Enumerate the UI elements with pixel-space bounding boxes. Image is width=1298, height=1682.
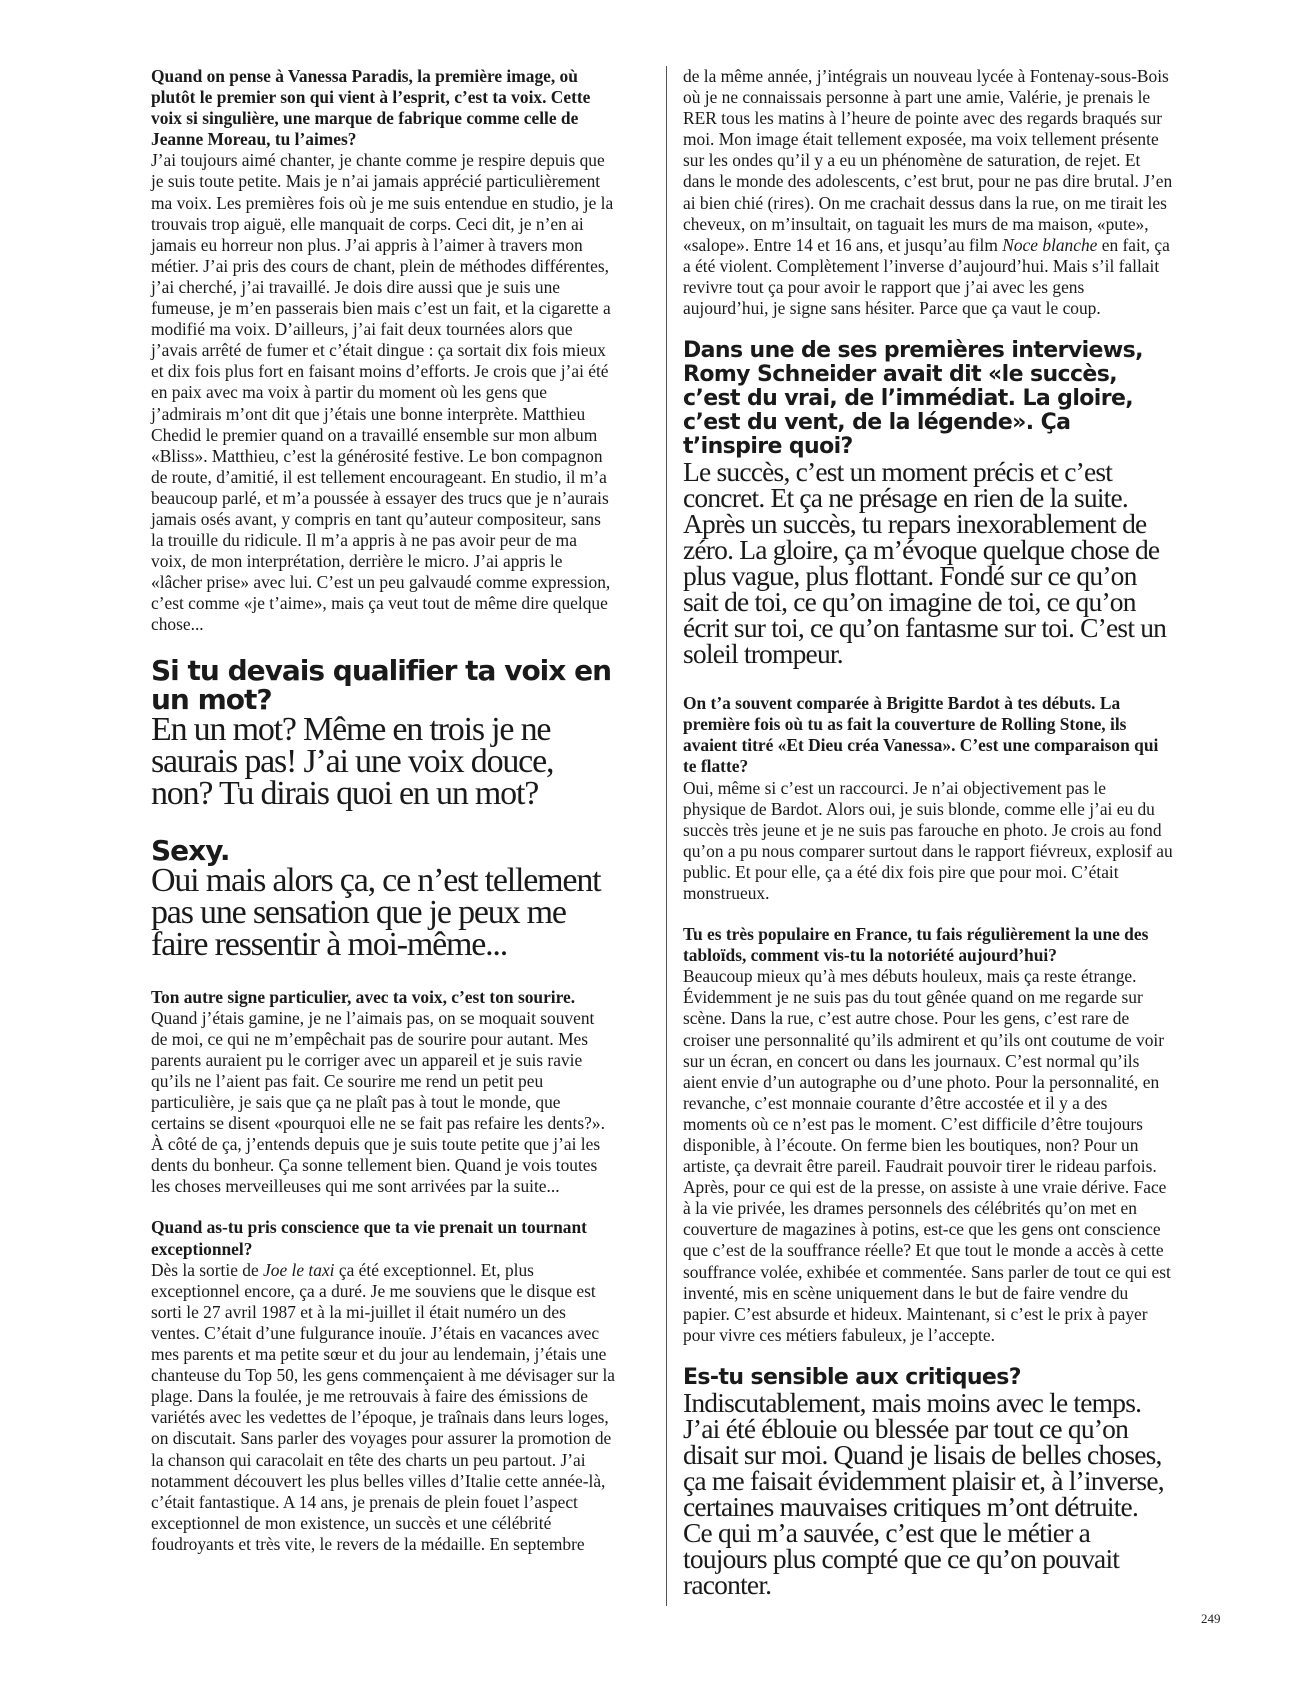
highlight-answer: Le succès, c’est un moment précis et c’est concret. Et ça ne présage en rien de la suite. Après un succès, tu repars inexorablement de zéro. La gloire, ça m’évoque quelque chose de plus vague, plus flottant. Fondé sur ce qu’on sait de toi, ce qu’on imagine de toi, ce qu’on écrit sur toi, ce qu’on fantasme sur toi. C’est un soleil trompeur. — [683, 456, 1167, 670]
question: Tu es très populaire en France, tu fais régulièrement la une des tabloïds, comment vis-tu la notoriété aujourd’hui? — [683, 924, 1149, 966]
continuation — [683, 66, 1173, 319]
answer: J’ai toujours aimé chanter, je chante comme je respire depuis que je suis toute petite. Mais je n’ai jamais apprécié particulièrement ma voix. Les premières fois où je me suis entendue en studio, je la trouvais trop aiguë, elle manquait de corps. Ceci dit, je n’en ai jamais eu horreur non plus. J’ai appris à l’aimer à travers mon métier. J’ai pris des cours de chant, plein de méthodes différentes, j’ai cherché, j’ai travaillé. Je dois dire aussi que je suis une fumeuse, je m’en passerais bien mais c’est un fait, et la cigarette a modifié ma voix. D’ailleurs, j’ai fait deux tournées alors que j’avais arrêté de fumer et c’était dingue : ça sortait dix fois mieux et dix fois plus fort en faisant moins d’efforts. Je crois que j’ai été en paix avec ma voix à partir du moment où les gens que j’admirais m’ont dit que j’étais une bonne interprète. Matthieu Chedid le premier quand on a travaillé ensemble sur mon album «Bliss». Matthieu, c’est la générosité festive. Le bon compagnon de route, d’amitié, il est tellement encourageant. En studio, il m’a beaucoup parlé, et m’a poussée à essayer des trucs que je n’aurais jamais osés avant, y compris en tant qu’auteur compositeur, sans la trouille du ridicule. Il m’a appris à ne pas avoir peur de ma voix, de mon interprétation, derrière le micro. J’ai appris le «lâcher prise» avec lui. C’est un peu galvaudé comme expression, c’est comme «je t’aime», mais ça veut tout de même dire quelque chose... — [151, 150, 614, 635]
highlight-answer: En un mot? Même en trois je ne saurais pas! J’ai une voix douce, non? Tu dirais quoi en un mot? — [151, 710, 554, 812]
answer: Oui, même si c’est un raccourci. Je n’ai objectivement pas le physique de Bardot. Alors oui, je suis blonde, comme elle j’ai eu du succès très jeune et je ne suis pas farouche en photo. Je crois au fond qu’on a pu nous comparer surtout dans le rapport fiévreux, explosif au public. Et pour elle, ça a été dix fois pire que pour moi. C’était monstrueux. — [683, 777, 1173, 903]
qa-fame — [683, 924, 1173, 1346]
highlight-romy — [683, 338, 1173, 670]
highlight-question: Si tu devais qualifier ta voix en un mot? — [151, 653, 612, 716]
column-divider — [666, 66, 667, 1606]
qa-voice — [151, 66, 615, 636]
qa-bardot — [683, 693, 1173, 904]
highlight-one-word — [151, 653, 615, 812]
answer-text: en fait, ça a été violent. Complètement l’inverse d’aujourd’hui. Mais s’il fallait revivre tout ça pour avoir le rapport que j’ai avec les gens aujourd’hui, je signe sans hésiter. Parce que ça vaut le coup. — [683, 234, 1170, 319]
answer — [683, 66, 1173, 319]
question: On t’a souvent comparée à Brigitte Bardot à tes débuts. La première fois où tu as fait la couverture de Rolling Stone, ils avaient titré «Et Dieu créa Vanessa». C’est une comparaison qui te flatte? — [683, 693, 1159, 777]
highlight-question: Es-tu sensible aux critiques? — [683, 1364, 1021, 1390]
answer-text: ça été exceptionnel. Et, plus exceptionnel encore, ça a duré. Je me souviens que le disque est sorti le 27 avril 1987 et à la mi-juillet il était numéro un des ventes. C’était d’une fulgurance inouïe. J’étais en vacances avec mes parents et ma petite sœur et du jour au lendemain, j’étais une chanteuse du Top 50, les gens commençaient à me dévisager sur la plage. Dans la foulée, je me retrouvais à faire des émissions de variétés avec les vedettes de l’époque, je traînais dans leurs loges, on discutait. Sans parler des voyages pour assurer la promotion de la chanson qui caracolait en tête des charts un peu partout. J’ai notamment découvert les plus belles villes d’Italie cette année-là, c’était fantastique. A 14 ans, je prenais de plein fouet l’aspect exceptionnel de mon existence, un succès et une célébrité foudroyants et très vite, le revers de la médaille. En septembre — [151, 1259, 615, 1554]
left-column — [151, 66, 615, 1575]
highlight-answer: Oui mais alors ça, ce n’est tellement pas une sensation que je peux me faire ressentir à moi-même... — [151, 861, 601, 963]
answer: Beaucoup mieux qu’à mes débuts houleux, mais ça reste étrange. Évidemment je ne suis pas du tout gênée quand on me regarde sur scène. Dans la rue, c’est autre chose. Pour les gens, c’est rare de croiser une personnalité qu’ils admirent et qu’ils ont coutume de voir sur un écran, en concert ou dans les journaux. C’est normal qu’ils aient envie d’un autographe ou d’une photo. Pour la personnalité, en revanche, c’est monnaie courante d’être accostée et il y a des moments où ce n’est pas le moment. C’est difficile d’être toujours disponible, à l’écoute. On ferme bien les boutiques, non? Pour un artiste, ça devrait être pareil. Faudrait pouvoir tirer le rideau parfois. Après, pour ce qui est de la presse, on assiste à une vraie dérive. Face à la vie privée, les drames personnels des célébrités qu’on met en couverture de magazines à potins, est-ce que les gens ont conscience que c’est de la souffrance réelle? Et que tout le monde a accès à cette souffrance volée, exhibée et commentée. Sans parler de tout ce qui est inventé, mis en scène uniquement dans le but de faire vendre du papier. C’est absurde et hideux. Maintenant, si c’est le prix à payer pour vivre ces métiers fabuleux, je l’accepte. — [683, 966, 1171, 1345]
highlight-answer: Indiscutablement, mais moins avec le temps. J’ai été éblouie ou blessée par tout ce qu’on disait sur moi. Quand je lisais de belles choses, ça me faisait évidemment plaisir et, à l’inverse, certaines mauvaises critiques m’ont détruite. Ce qui m’a sauvée, c’est que le métier a toujours plus compté que ce qu’on pouvait raconter. — [683, 1386, 1164, 1600]
question: Quand as-tu pris conscience que ta vie prenait un tournant exceptionnel? — [151, 1217, 587, 1259]
highlight-sexy — [151, 833, 615, 963]
question: Ton autre signe particulier, avec ta voix, c’est ton sourire. — [151, 986, 576, 1007]
answer — [151, 1260, 615, 1555]
film-title: Noce blanche — [1002, 234, 1098, 255]
qa-turning-point — [151, 1217, 615, 1555]
answer: Quand j’étais gamine, je ne l’aimais pas, on se moquait souvent de moi, ce qui ne m’empêchait pas de sourire pour autant. Mes parents auraient pu le corriger avec un appareil et je suis ravie qu’ils ne l’aient pas fait. Ce sourire me rend un petit peu particulière, je sais que ça ne plaît pas à tout le monde, que certains se disent «pourquoi elle ne se fait pas refaire les dents?». À côté de ça, j’entends depuis que je suis toute petite que j’ai les dents du bonheur. Ça sonne tellement bien. Quand je vois toutes les choses merveilleuses qui me sont arrivées par la suite... — [151, 1007, 605, 1197]
right-column — [683, 66, 1173, 1624]
page-number: 249 — [1201, 1611, 1221, 1626]
answer-text: Dès la sortie de — [151, 1259, 264, 1280]
question: Quand on pense à Vanessa Paradis, la première image, où plutôt le premier son qui vient à l’esprit, c’est ta voix. Cette voix si singulière, une marque de fabrique comme celle de Jeanne Moreau, tu l’aimes? — [151, 66, 591, 150]
highlight-critics — [683, 1366, 1173, 1598]
song-title: Joe le taxi — [263, 1259, 335, 1280]
highlight-question: Dans une de ses premières interviews, Romy Schneider avait dit «le succès, c’est du vrai, de l’immédiat. La gloire, c’est du vent, de la légende». Ça t’inspire quoi? — [683, 338, 1143, 460]
highlight-question: Sexy. — [151, 833, 230, 867]
qa-smile — [151, 987, 615, 1198]
answer-text: de la même année, j’intégrais un nouveau lycée à Fontenay-sous-Bois où je ne connaissais personne à part une amie, Valérie, je prenais le RER tous les matins à l’heure de pointe avec des regards braqués sur moi. Mon image était tellement exposée, ma voix tellement présente sur les ondes qu’il y a eu un phénomène de saturation, de rejet. Et dans le monde des adolescents, c’est brut, pour ne pas dire brutal. J’en ai bien chié (rires). On me crachait dessus dans la rue, on me tirait les cheveux, on m’insultait, on taguait les murs de ma maison, «pute», «salope». Entre 14 et 16 ans, et jusqu’au film — [683, 66, 1173, 255]
